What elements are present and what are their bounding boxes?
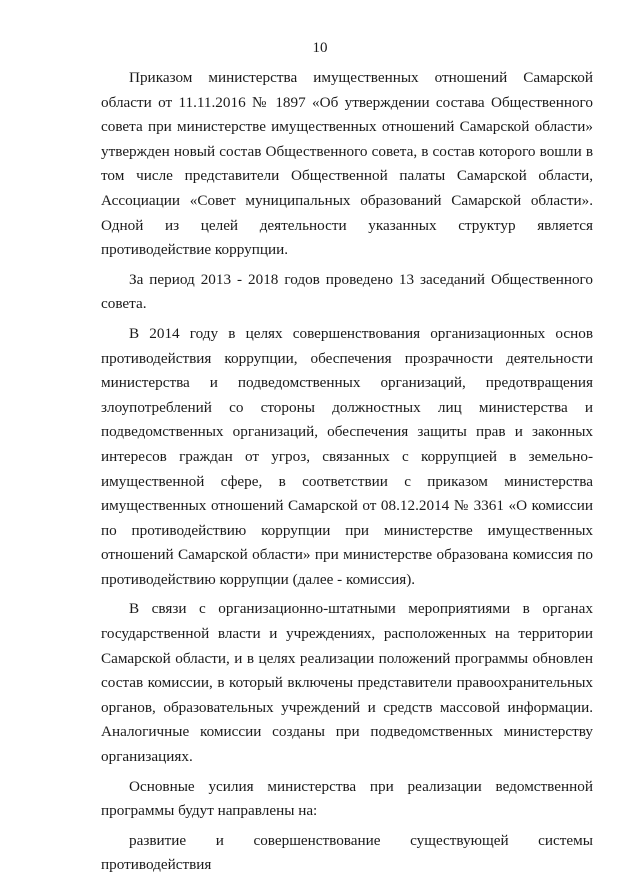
paragraph-system-development: развитие и совершенствование существующей системы противодействия — [101, 831, 593, 874]
paragraph-commission-composition: В связи с организационно-штатными мероприятиями в органах государственной власти и учреждениях, расположенных на территории Самарской области, и в целях реализации положений программы обновлен состав комиссии, в который включены представители правоохранительных органов, образовательных учреждений и средств массовой информации. Аналогичные комиссии созданы при подведомственных министерству организациях. — [101, 600, 593, 766]
paragraph-council-meetings: За период 2013 - 2018 годов проведено 13 заседаний Общественного совета. — [101, 270, 593, 313]
paragraph-program-efforts: Основные усилия министерства при реализации ведомственной программы будут направлены на: — [101, 777, 593, 820]
paragraph-anticorruption-commission: В 2014 году в целях совершенствования организационных основ противодействия коррупции, обеспечения прозрачности деятельности министерства и подведомственных организаций, предотвращения злоупотреблений со стороны должностных лиц министерства и подведомственных организаций, обеспечения защиты прав и законных интересов граждан от угроз, связанных с коррупцией в земельно-имущественной сфере, в соответствии с приказом министерства имущественных отношений Самарской от 08.12.2014 № 3361 «О комиссии по противодействию коррупции при министерстве имущественных отношений Самарской области» при министерстве образована комиссия по противодействию коррупции (далее - комиссия). — [101, 324, 593, 588]
page-number: 10 — [312, 40, 328, 56]
document-body — [101, 66, 593, 878]
paragraph-public-council-order: Приказом министерства имущественных отношений Самарской области от 11.11.2016 № 1897 «Об утверждении состава Общественного совета при министерстве имущественных отношений Самарской области» утвержден новый состав Общественного совета, в состав которого вошли в том числе представители Общественной палаты Самарской области, Ассоциации «Совет муниципальных образований Самарской области». Одной из целей деятельности указанных структур является противодействие коррупции. — [101, 69, 593, 259]
